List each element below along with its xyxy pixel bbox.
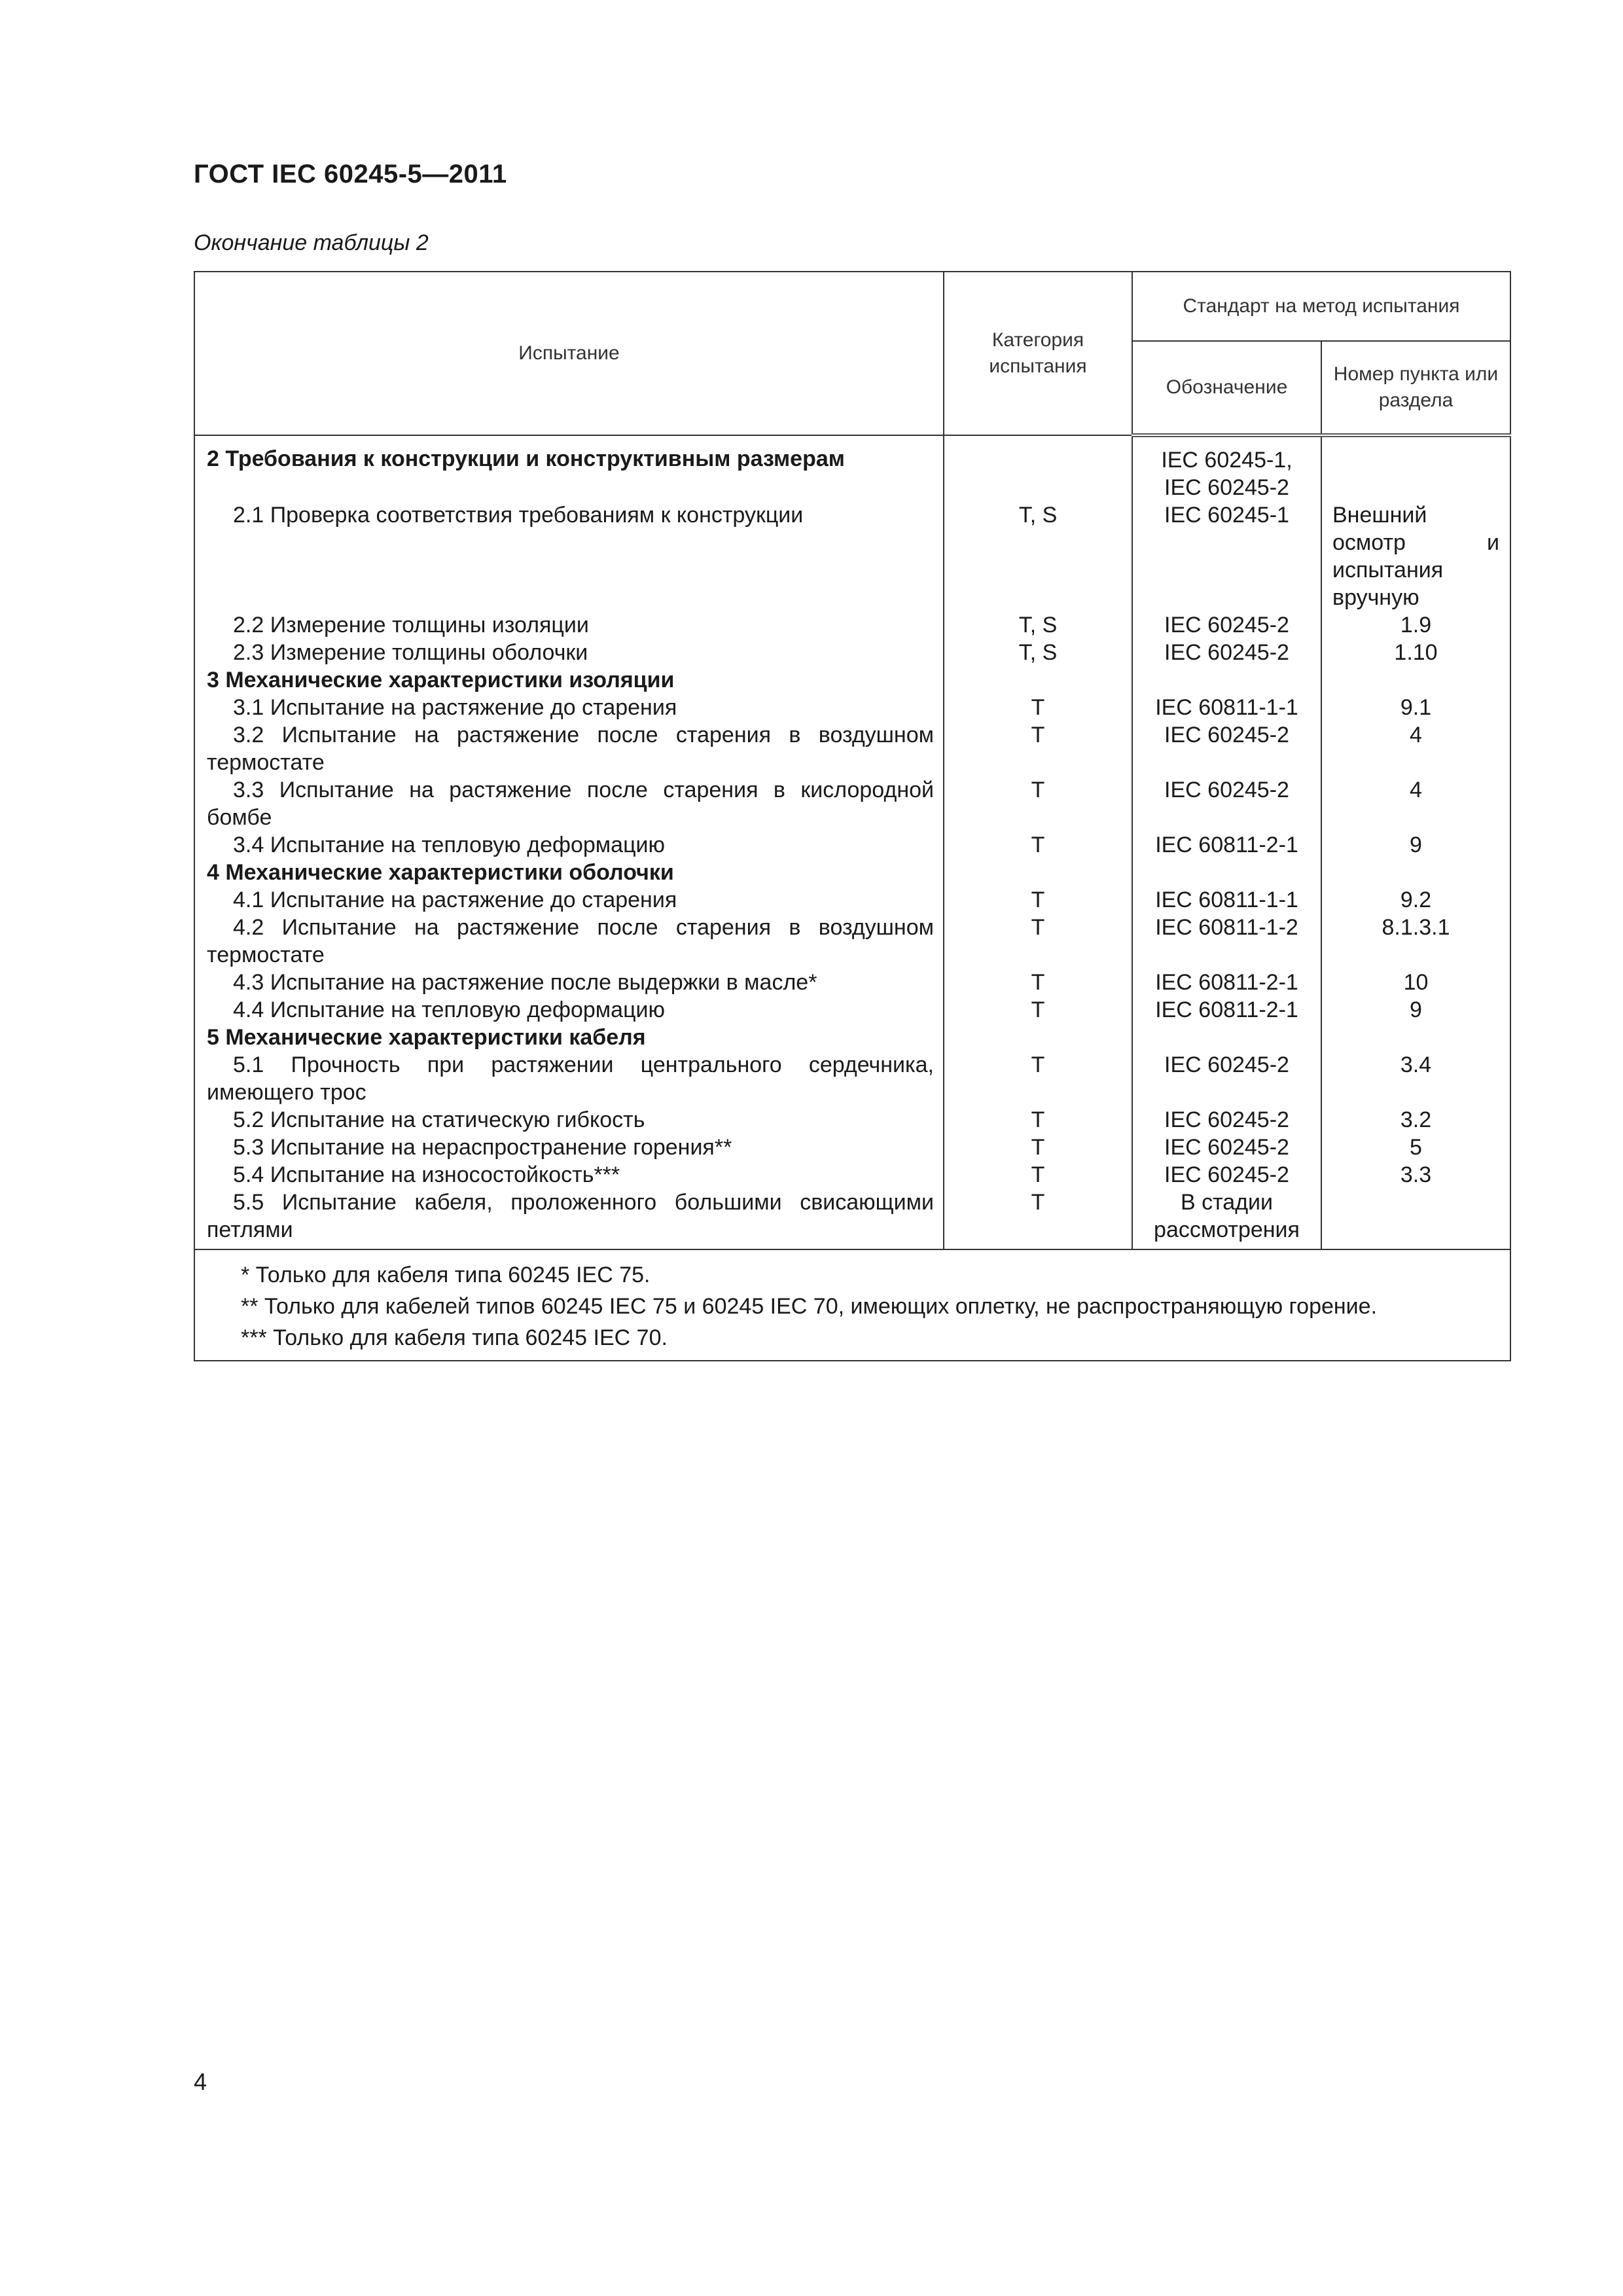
cell-designation — [1132, 1024, 1321, 1051]
header-clause: Номер пункта или раздела — [1321, 341, 1510, 435]
cell-test — [194, 831, 944, 859]
test-label: 4.2 Испытание на растяжение после старения в воздушном термостате — [207, 915, 934, 967]
table-row — [194, 474, 1510, 501]
table-row — [194, 1161, 1510, 1189]
cell-clause: 9.1 — [1321, 694, 1510, 721]
cell-designation: IEC 60245-2 — [1132, 639, 1321, 666]
cell-clause: 3.4 — [1321, 1051, 1510, 1106]
test-label: 2.3 Измерение толщины оболочки — [233, 640, 588, 665]
test-label: 4.3 Испытание на растяжение после выдержки в масле* — [233, 970, 817, 995]
cell-category — [944, 666, 1132, 694]
table-row — [194, 1024, 1510, 1051]
cell-test — [194, 776, 944, 831]
cell-test — [194, 996, 944, 1024]
cell-category: T — [944, 1051, 1132, 1106]
cell-designation: IEC 60811-2-1 — [1132, 996, 1321, 1024]
cell-test — [194, 666, 944, 694]
cell-clause: 9.2 — [1321, 886, 1510, 914]
cell-designation: IEC 60811-2-1 — [1132, 831, 1321, 859]
cell-category: T — [944, 776, 1132, 831]
header-standard: Стандарт на метод испытания — [1132, 272, 1510, 341]
table-row — [194, 831, 1510, 859]
table-row — [194, 776, 1510, 831]
cell-clause: 1.9 — [1321, 611, 1510, 639]
cell-clause: Внешний осмотр и испытания вручную — [1321, 501, 1510, 611]
cell-category: T — [944, 721, 1132, 776]
test-label: 5 Механические характеристики кабеля — [207, 1025, 646, 1050]
table-row — [194, 666, 1510, 694]
cell-test — [194, 435, 944, 474]
cell-category: T — [944, 886, 1132, 914]
cell-test — [194, 1024, 944, 1051]
cell-category — [944, 435, 1132, 474]
test-label: 5.1 Прочность при растяжении центрального сердечника, имеющего трос — [207, 1052, 934, 1105]
cell-designation: IEC 60245-2 — [1132, 1106, 1321, 1134]
cell-category: T — [944, 969, 1132, 996]
test-label: 5.4 Испытание на износостойкость*** — [233, 1162, 620, 1187]
cell-clause — [1321, 435, 1510, 474]
cell-clause: 4 — [1321, 721, 1510, 776]
cell-clause: 8.1.3.1 — [1321, 914, 1510, 969]
cell-designation — [1132, 859, 1321, 886]
cell-designation: IEC 60811-1-2 — [1132, 914, 1321, 969]
cell-designation: IEC 60245-2 — [1132, 721, 1321, 776]
test-label: 4.1 Испытание на растяжение до старения — [233, 888, 677, 912]
cell-category — [944, 859, 1132, 886]
cell-designation: IEC 60811-1-1 — [1132, 886, 1321, 914]
cell-category: T — [944, 694, 1132, 721]
cell-test — [194, 1161, 944, 1189]
cell-test — [194, 639, 944, 666]
cell-designation: IEC 60245-2 — [1132, 1051, 1321, 1106]
cell-category: T — [944, 1106, 1132, 1134]
table-row — [194, 721, 1510, 776]
cell-clause: 3.3 — [1321, 1161, 1510, 1189]
table-row — [194, 1189, 1510, 1249]
cell-test — [194, 611, 944, 639]
cell-test — [194, 914, 944, 969]
test-label: 5.2 Испытание на статическую гибкость — [233, 1107, 645, 1132]
table-row — [194, 886, 1510, 914]
cell-test — [194, 1134, 944, 1161]
table-row — [194, 1051, 1510, 1106]
table-row — [194, 694, 1510, 721]
table-row — [194, 501, 1510, 611]
cell-category: T — [944, 914, 1132, 969]
cell-designation: В стадии рассмотрения — [1132, 1189, 1321, 1249]
page-number: 4 — [194, 2068, 207, 2095]
cell-test — [194, 859, 944, 886]
header-test: Испытание — [194, 272, 944, 435]
document-title: ГОСТ IEC 60245-5—2011 — [194, 160, 507, 188]
table-body — [194, 435, 1510, 1249]
table-row — [194, 914, 1510, 969]
test-label: 3 Механические характеристики изоляции — [207, 668, 675, 692]
cell-clause — [1321, 474, 1510, 501]
cell-category — [944, 1024, 1132, 1051]
cell-category: T, S — [944, 501, 1132, 611]
cell-category: T — [944, 996, 1132, 1024]
cell-clause: 9 — [1321, 831, 1510, 859]
table-row — [194, 996, 1510, 1024]
test-label: 3.4 Испытание на тепловую деформацию — [233, 833, 666, 857]
table-row — [194, 859, 1510, 886]
test-label: 4.4 Испытание на тепловую деформацию — [233, 997, 666, 1022]
cell-clause — [1321, 1189, 1510, 1249]
cell-test — [194, 721, 944, 776]
test-label: 2.1 Проверка соответствия требованиям к конструкции — [233, 503, 804, 528]
cell-designation: IEC 60245-2 — [1132, 611, 1321, 639]
cell-designation: IEC 60245-2 — [1132, 474, 1321, 501]
cell-clause: 9 — [1321, 996, 1510, 1024]
cell-clause: 1.10 — [1321, 639, 1510, 666]
cell-designation — [1132, 666, 1321, 694]
cell-designation: IEC 60245-1 — [1132, 501, 1321, 611]
cell-clause — [1321, 859, 1510, 886]
cell-clause: 4 — [1321, 776, 1510, 831]
test-label: 3.2 Испытание на растяжение после старения в воздушном термостате — [207, 723, 934, 775]
table-caption: Окончание таблицы 2 — [194, 230, 429, 255]
table-row — [194, 435, 1510, 474]
cell-test — [194, 1051, 944, 1106]
footnote: *** Только для кабеля типа 60245 IEC 70. — [241, 1325, 668, 1350]
footnote: * Только для кабеля типа 60245 IEC 75. — [241, 1263, 651, 1287]
cell-designation: IEC 60245-2 — [1132, 776, 1321, 831]
cell-clause — [1321, 666, 1510, 694]
cell-category: T — [944, 1134, 1132, 1161]
table-row — [194, 639, 1510, 666]
test-label: 5.3 Испытание на нераспространение горения** — [233, 1135, 732, 1160]
cell-designation: IEC 60811-1-1 — [1132, 694, 1321, 721]
cell-test — [194, 1106, 944, 1134]
cell-test — [194, 694, 944, 721]
cell-category: T — [944, 1161, 1132, 1189]
cell-clause — [1321, 1024, 1510, 1051]
header-designation: Обозначение — [1132, 341, 1321, 435]
table-row — [194, 611, 1510, 639]
test-label: 4 Механические характеристики оболочки — [207, 860, 674, 885]
test-label: 3.1 Испытание на растяжение до старения — [233, 695, 677, 720]
test-label: 3.3 Испытание на растяжение после старения в кислородной бомбе — [207, 778, 934, 830]
footnote: ** Только для кабелей типов 60245 IEC 75 и 60245 IEC 70, имеющих оплетку, не распространяющую горение. — [241, 1294, 1378, 1319]
test-label: 5.5 Испытание кабеля, проложенного большими свисающими петлями — [207, 1190, 934, 1242]
test-table — [194, 271, 1511, 1361]
cell-test — [194, 886, 944, 914]
header-category: Категория испытания — [944, 272, 1132, 435]
cell-clause: 3.2 — [1321, 1106, 1510, 1134]
cell-clause: 5 — [1321, 1134, 1510, 1161]
footnotes — [194, 1249, 1510, 1361]
cell-designation: IEC 60245-2 — [1132, 1161, 1321, 1189]
cell-designation: IEC 60245-2 — [1132, 1134, 1321, 1161]
cell-category — [944, 474, 1132, 501]
cell-category: T, S — [944, 611, 1132, 639]
cell-test — [194, 1189, 944, 1249]
cell-category: T — [944, 831, 1132, 859]
test-label: 2.2 Измерение толщины изоляции — [233, 613, 589, 637]
table-row — [194, 969, 1510, 996]
cell-designation: IEC 60245-1, — [1132, 435, 1321, 474]
cell-test — [194, 969, 944, 996]
cell-designation: IEC 60811-2-1 — [1132, 969, 1321, 996]
cell-test — [194, 501, 944, 611]
test-label: 2 Требования к конструкции и конструктивным размерам — [207, 446, 845, 471]
cell-category: T — [944, 1189, 1132, 1249]
table-row — [194, 1106, 1510, 1134]
cell-test — [194, 474, 944, 501]
cell-category: T, S — [944, 639, 1132, 666]
table-row — [194, 1134, 1510, 1161]
cell-clause: 10 — [1321, 969, 1510, 996]
